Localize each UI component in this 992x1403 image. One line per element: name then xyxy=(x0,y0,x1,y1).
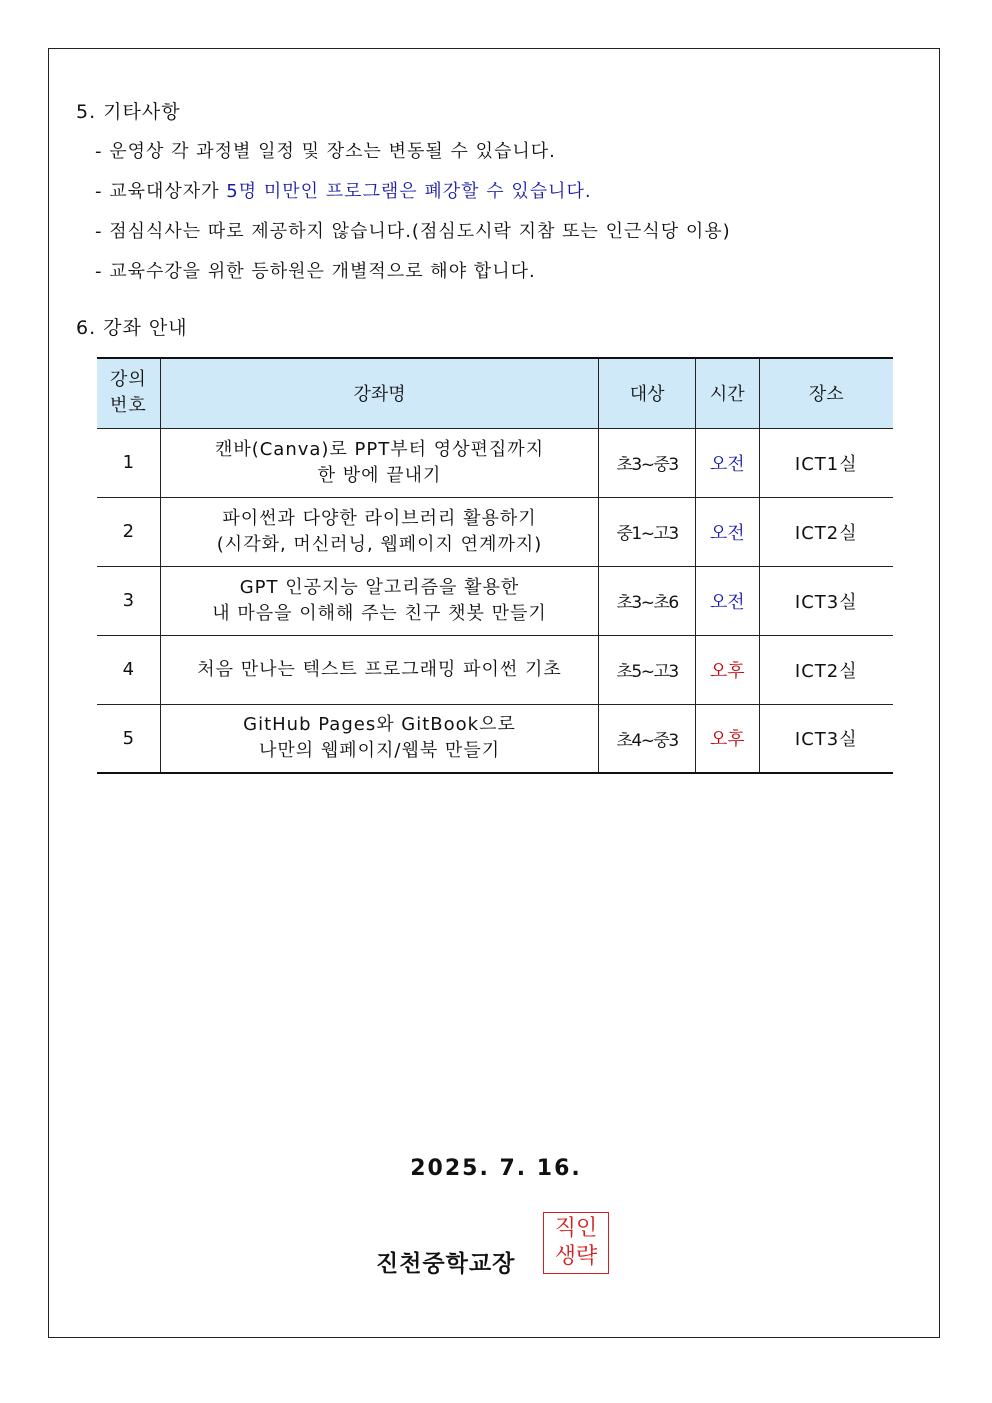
table-row xyxy=(97,635,893,704)
cell-place: ICT2실 xyxy=(759,635,893,704)
cell-name-line1: GitHub Pages와 GitBook으로 xyxy=(243,714,516,736)
cell-name-line2: 나만의 웹페이지/웹북 만들기 xyxy=(258,740,501,762)
cell-place: ICT2실 xyxy=(759,497,893,566)
cell-time: 오후 xyxy=(695,704,759,773)
notes-item-highlight: 5명 미만인 프로그램은 폐강할 수 있습니다. xyxy=(226,181,592,202)
notes-item-text: - 점심식사는 따로 제공하지 않습니다.(점심도시락 지참 또는 인근식당 이용) xyxy=(95,221,731,242)
header-target: 대상 xyxy=(599,358,696,428)
cell-no: 2 xyxy=(97,497,160,566)
header-time: 시간 xyxy=(695,358,759,428)
cell-target: 초4~중3 xyxy=(599,704,696,773)
cell-target: 초3~중3 xyxy=(599,428,696,497)
header-no-line2: 번호 xyxy=(109,395,147,417)
cell-time: 오후 xyxy=(695,635,759,704)
cell-no: 3 xyxy=(97,566,160,635)
cell-no: 1 xyxy=(97,428,160,497)
cell-name xyxy=(160,566,599,635)
cell-time: 오전 xyxy=(695,428,759,497)
cell-no: 4 xyxy=(97,635,160,704)
cell-name-line2: 한 방에 끝내기 xyxy=(317,464,442,486)
cell-target: 중1~고3 xyxy=(599,497,696,566)
cell-name-line1: 파이썬과 다양한 라이브러리 활용하기 xyxy=(222,507,537,529)
cell-time: 오전 xyxy=(695,566,759,635)
notes-item-text: - 교육대상자가 xyxy=(95,181,227,202)
lecture-table xyxy=(97,357,893,774)
notes-item-2 xyxy=(95,177,592,203)
cell-place: ICT1실 xyxy=(759,428,893,497)
header-no-line1: 강의 xyxy=(109,369,147,391)
notes-title: 5. 기타사항 xyxy=(76,101,181,123)
school-principal: 진천중학교장 xyxy=(376,1251,516,1277)
table-row xyxy=(97,566,893,635)
header-no xyxy=(97,358,160,428)
seal-line2: 생략 xyxy=(554,1244,598,1269)
table-row xyxy=(97,497,893,566)
notes-item-text: - 운영상 각 과정별 일정 및 장소는 변동될 수 있습니다. xyxy=(95,141,556,162)
table-row xyxy=(97,704,893,773)
document-date: 2025. 7. 16. xyxy=(410,1156,582,1181)
cell-name-line1: 처음 만나는 텍스트 프로그래밍 파이썬 기초 xyxy=(197,658,562,680)
lectures-title: 6. 강좌 안내 xyxy=(76,317,188,339)
cell-time: 오전 xyxy=(695,497,759,566)
cell-name-line2: 내 마음을 이해해 주는 친구 챗봇 만들기 xyxy=(212,602,547,624)
notes-item-4 xyxy=(95,257,536,283)
cell-no: 5 xyxy=(97,704,160,773)
notes-item-1 xyxy=(95,137,556,163)
notes-item-text: - 교육수강을 위한 등하원은 개별적으로 해야 합니다. xyxy=(95,261,536,282)
official-seal-stamp xyxy=(543,1212,609,1274)
cell-place: ICT3실 xyxy=(759,704,893,773)
seal-line1: 직인 xyxy=(554,1216,598,1241)
header-place: 장소 xyxy=(759,358,893,428)
cell-name-line1: GPT 인공지능 알고리즘을 활용한 xyxy=(239,576,520,598)
cell-place: ICT3실 xyxy=(759,566,893,635)
notes-item-3 xyxy=(95,217,731,243)
cell-name xyxy=(160,428,599,497)
cell-name-line1: 캔바(Canva)로 PPT부터 영상편집까지 xyxy=(214,438,545,460)
table-row xyxy=(97,428,893,497)
cell-name-line2: (시각화, 머신러닝, 웹페이지 연계까지) xyxy=(216,533,543,555)
header-name: 강좌명 xyxy=(160,358,599,428)
cell-target: 초5~고3 xyxy=(599,635,696,704)
cell-name xyxy=(160,635,599,704)
cell-name xyxy=(160,704,599,773)
cell-name xyxy=(160,497,599,566)
table-header-row xyxy=(97,358,893,428)
cell-target: 초3~초6 xyxy=(599,566,696,635)
